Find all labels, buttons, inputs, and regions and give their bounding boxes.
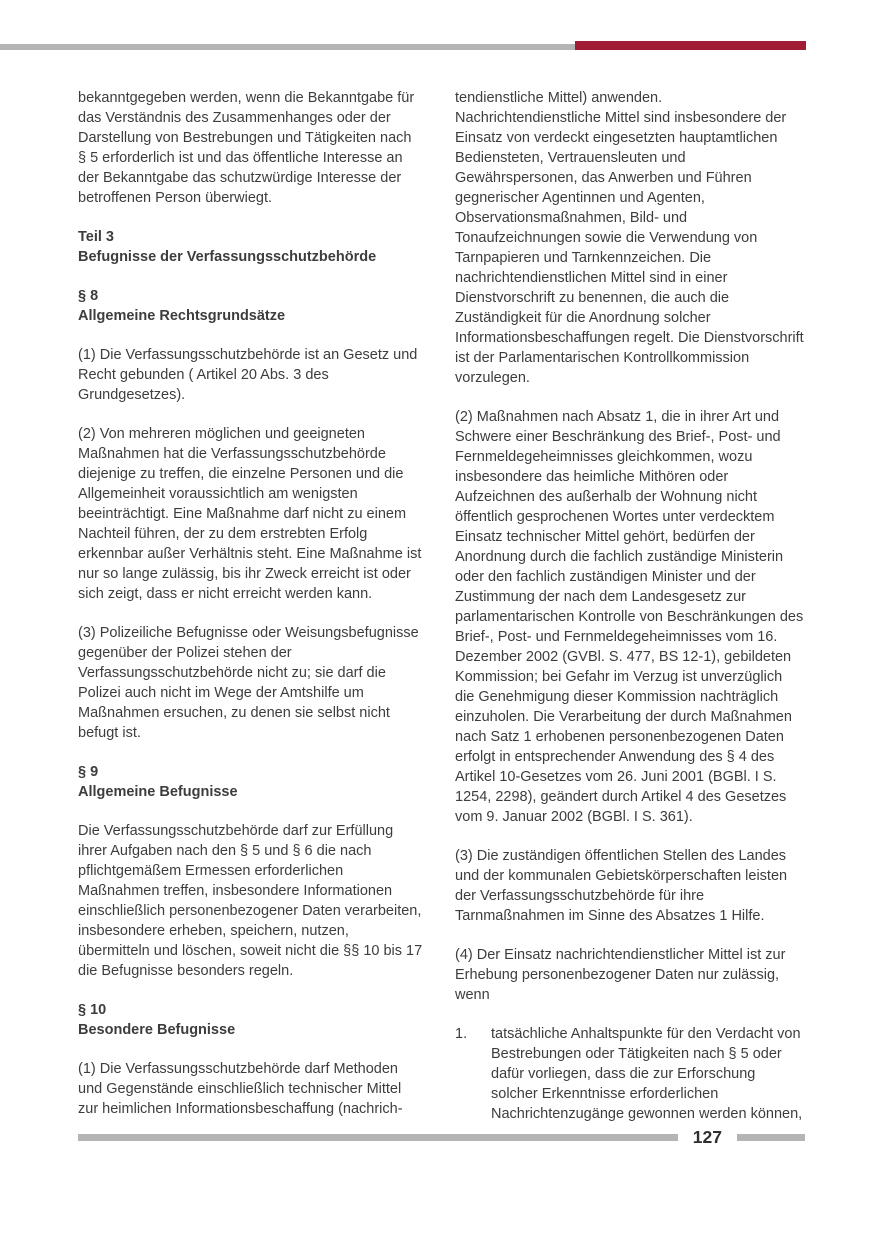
- right-column: [455, 88, 805, 1143]
- page-footer: [78, 1129, 805, 1147]
- list-item-text: tatsächliche Anhaltspunkte für den Verdacht von Bestrebungen oder Tätigkeiten nach § 5 oder dafür vorliegen, dass die zur Erforschung solcher Erkenntnisse erforderlichen Nachrichtenzugänge gewonnen werden können,: [491, 1026, 803, 1122]
- page-number: 127: [692, 1127, 722, 1147]
- header-accent-bar: [575, 41, 806, 50]
- paragraph: bekanntgegeben werden, wenn die Bekanntgabe für das Verständnis des Zusammenhanges oder der Darstellung von Bestrebungen und Tätigkeiten nach § 5 erforderlich ist und das öffentliche Interesse an der Bekanntgabe das schutzwürdige Interesse der betroffenen Person überwiegt.: [78, 90, 415, 206]
- heading-line: Teil 3: [78, 229, 114, 245]
- heading-line: § 8: [78, 288, 99, 304]
- paragraph: (1) Die Verfassungsschutzbehörde darf Methoden und Gegenstände einschließlich technischer Mittel zur heimlichen Informationsbeschaffung (nachrich-: [78, 1061, 403, 1117]
- heading-line: Allgemeine Befugnisse: [78, 784, 238, 800]
- page-content: [78, 88, 805, 1143]
- left-column: [78, 88, 423, 1143]
- heading-line: Befugnisse der Verfassungsschutzbehörde: [78, 249, 377, 265]
- paragraph: (2) Maßnahmen nach Absatz 1, die in ihrer Art und Schwere einer Beschränkung des Brief-, Post- und Fernmeldegeheimnisses gleichkommen, wozu insbesondere das heimliche Mithören oder Aufzeichnen des außerhalb der Wohnung nicht öffentlich gesprochenen Wortes unter verdecktem Einsatz technischer Mittel gehört, bedürfen der Anordnung durch die fachlich zuständige Ministerin oder den fachlich zuständigen Minister und der Zustimmung der nach dem Landesgesetz zur parlamentarischen Kontrolle von Beschränkungen des Brief-, Post- und Fernmeldegeheimnisses vom 16. Dezember 2002 (GVBl. S. 477, BS 12-1), gebildeten Kommission; bei Gefahr im Verzug ist unverzüglich die Genehmigung dieser Kommission nachträglich einzuholen. Die Verarbeitung der durch Maßnahmen nach Satz 1 erhobenen personenbezogenen Daten erfolgt in entsprechender Anwendung des § 4 des Artikel 10-Gesetzes vom 26. Juni 2001 (BGBl. I S. 1254, 2298), geändert durch Artikel 4 des Gesetzes vom 9. Januar 2002 (BGBl. I S. 361).: [455, 409, 804, 825]
- paragraph: (4) Der Einsatz nachrichtendienstlicher Mittel ist zur Erhebung personenbezogener Daten nur zulässig, wenn: [455, 947, 786, 1003]
- heading-line: § 9: [78, 764, 99, 780]
- heading-line: § 10: [78, 1002, 107, 1018]
- heading-line: Besondere Befugnisse: [78, 1022, 236, 1038]
- paragraph: (1) Die Verfassungsschutzbehörde ist an Gesetz und Recht gebunden ( Artikel 20 Abs. 3 des Grundgesetzes).: [78, 347, 418, 403]
- section-heading: [78, 227, 423, 267]
- paragraph: (3) Die zuständigen öffentlichen Stellen des Landes und der kommunalen Gebietskörperschaften leisten der Verfassungsschutzbehörde für ihre Tarnmaßnahmen im Sinne des Absatzes 1 Hilfe.: [455, 848, 788, 924]
- section-heading: [78, 762, 423, 802]
- paragraph: (2) Von mehreren möglichen und geeigneten Maßnahmen hat die Verfassungsschutzbehörde diejenige zu treffen, die einzelne Personen und die Allgemeinheit voraussichtlich am wenigsten beeinträchtigt. Eine Maßnahme darf nicht zu einem Nachteil führen, der zu dem erstrebten Erfolg erkennbar außer Verhältnis steht. Eine Maßnahme ist nur so lange zulässig, bis ihr Zweck erreicht ist oder sich zeigt, dass er nicht erreicht werden kann.: [78, 426, 422, 602]
- paragraph: Die Verfassungsschutzbehörde darf zur Erfüllung ihrer Aufgaben nach den § 5 und § 6 die nach pflichtgemäßem Ermessen erforderlichen Maßnahmen treffen, insbesondere Informationen einschließlich personenbezogener Daten verarbeiten, insbesondere erheben, speichern, nutzen, übermitteln und löschen, soweit nicht die §§ 10 bis 17 die Befugnisse besonders regeln.: [78, 823, 423, 979]
- section-heading: [78, 1000, 423, 1040]
- heading-line: Allgemeine Rechtsgrundsätze: [78, 308, 286, 324]
- footer-rule-left: [78, 1134, 678, 1141]
- section-heading: [78, 286, 423, 326]
- paragraph: (3) Polizeiliche Befugnisse oder Weisungsbefugnisse gegenüber der Polizei stehen der Verfassungsschutzbehörde nicht zu; sie darf die Polizei auch nicht im Wege der Amtshilfe um Maßnahmen ersuchen, zu denen sie selbst nicht befugt ist.: [78, 625, 419, 741]
- list-item-number: 1.: [455, 1026, 468, 1042]
- list-item: [455, 1024, 805, 1124]
- footer-rule-right: [737, 1134, 805, 1141]
- paragraph: tendienstliche Mittel) anwenden. Nachrichtendienstliche Mittel sind insbesondere der Einsatz von verdeckt eingesetzten hauptamtlichen Bediensteten, Vertrauensleuten und Gewährspersonen, das Anwerben und Führen gegnerischer Agentinnen und Agenten, Observationsmaßnahmen, Bild- und Tonaufzeichnungen sowie die Verwendung von Tarnpapieren und Tarnkennzeichen. Die nachrichtendienstlichen Mittel sind in einer Dienstvorschrift zu benennen, die auch die Zuständigkeit für die Anordnung solcher Informationsbeschaffungen regelt. Die Dienstvorschrift ist der Parlamentarischen Kontrollkommission vorzulegen.: [455, 90, 804, 386]
